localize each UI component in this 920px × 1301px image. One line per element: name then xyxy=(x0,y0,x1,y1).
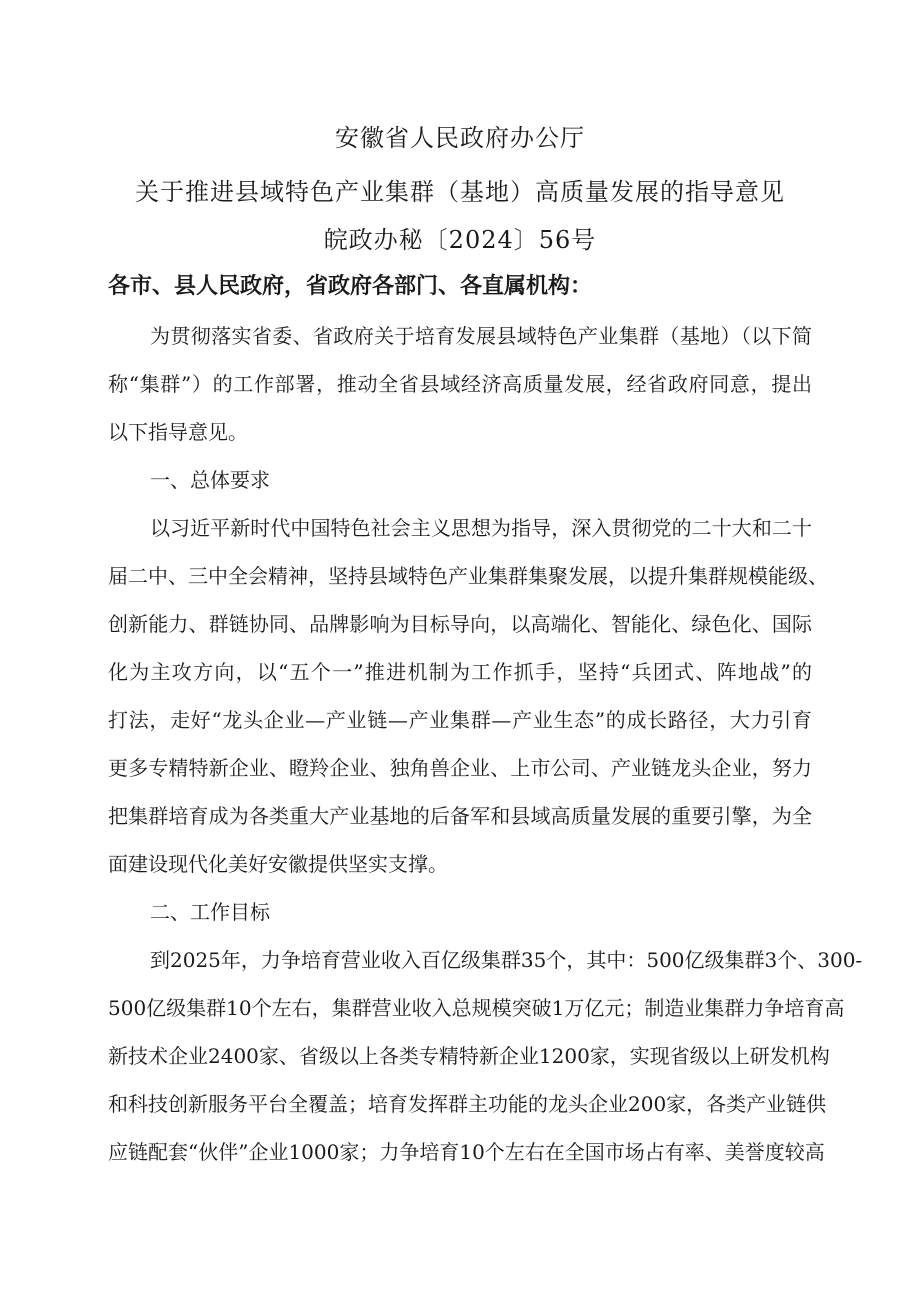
document-title: 关于推进县域特色产业集群（基地）高质量发展的指导意见 xyxy=(135,178,785,206)
paragraph-line: 面建设现代化美好安徽提供坚实支撑。 xyxy=(108,852,448,876)
intro-line: 为贯彻落实省委、省政府关于培育发展县域特色产业集群（基地）（以下简 xyxy=(150,324,812,348)
paragraph-line: 创新能力、群链协同、品牌影响为目标导向，以高端化、智能化、绿色化、国际 xyxy=(108,612,812,636)
paragraph-line: 届二中、三中全会精神，坚持县域特色产业集群集聚发展，以提升集群规模能级、 xyxy=(108,564,828,588)
paragraph-line: 把集群培育成为各类重大产业基地的后备军和县域高质量发展的重要引擎，为全 xyxy=(108,804,812,828)
section-heading-work-goals: 二、工作目标 xyxy=(150,900,270,924)
issuer-title: 安徽省人民政府办公厅 xyxy=(335,124,585,152)
salutation: 各市、县人民政府，省政府各部门、各直属机构： xyxy=(108,274,593,299)
paragraph-line: 以习近平新时代中国特色社会主义思想为指导，深入贯彻党的二十大和二十 xyxy=(150,516,812,540)
paragraph-line: 化为主攻方向，以“五个一”推进机制为工作抓手，坚持“兵团式、阵地战”的 xyxy=(108,660,812,684)
paragraph-line: 应链配套“伙伴”企业1000家；力争培育10个左右在全国市场占有率、美誉度较高 xyxy=(108,1140,825,1164)
paragraph-line: 打法，走好“龙头企业—产业链—产业集群—产业生态”的成长路径，大力引育 xyxy=(108,708,812,732)
paragraph-line: 和科技创新服务平台全覆盖；培育发挥群主功能的龙头企业200家，各类产业链供 xyxy=(108,1092,827,1116)
paragraph-line: 更多专精特新企业、瞪羚企业、独角兽企业、上市公司、产业链龙头企业，努力 xyxy=(108,756,812,780)
section-heading-overall-requirements: 一、总体要求 xyxy=(150,468,270,492)
intro-line: 称“集群”）的工作部署，推动全省县域经济高质量发展，经省政府同意，提出 xyxy=(108,372,812,396)
paragraph-line: 到2025年，力争培育营业收入百亿级集群35个，其中：500亿级集群3个、300- xyxy=(150,948,863,972)
paragraph-line: 500亿级集群10个左右，集群营业收入总规模突破1万亿元；制造业集群力争培育高 xyxy=(108,996,845,1020)
document-number: 皖政办秘〔2024〕56号 xyxy=(323,226,597,254)
intro-line: 以下指导意见。 xyxy=(108,420,248,444)
paragraph-line: 新技术企业2400家、省级以上各类专精特新企业1200家，实现省级以上研发机构 xyxy=(108,1044,830,1068)
